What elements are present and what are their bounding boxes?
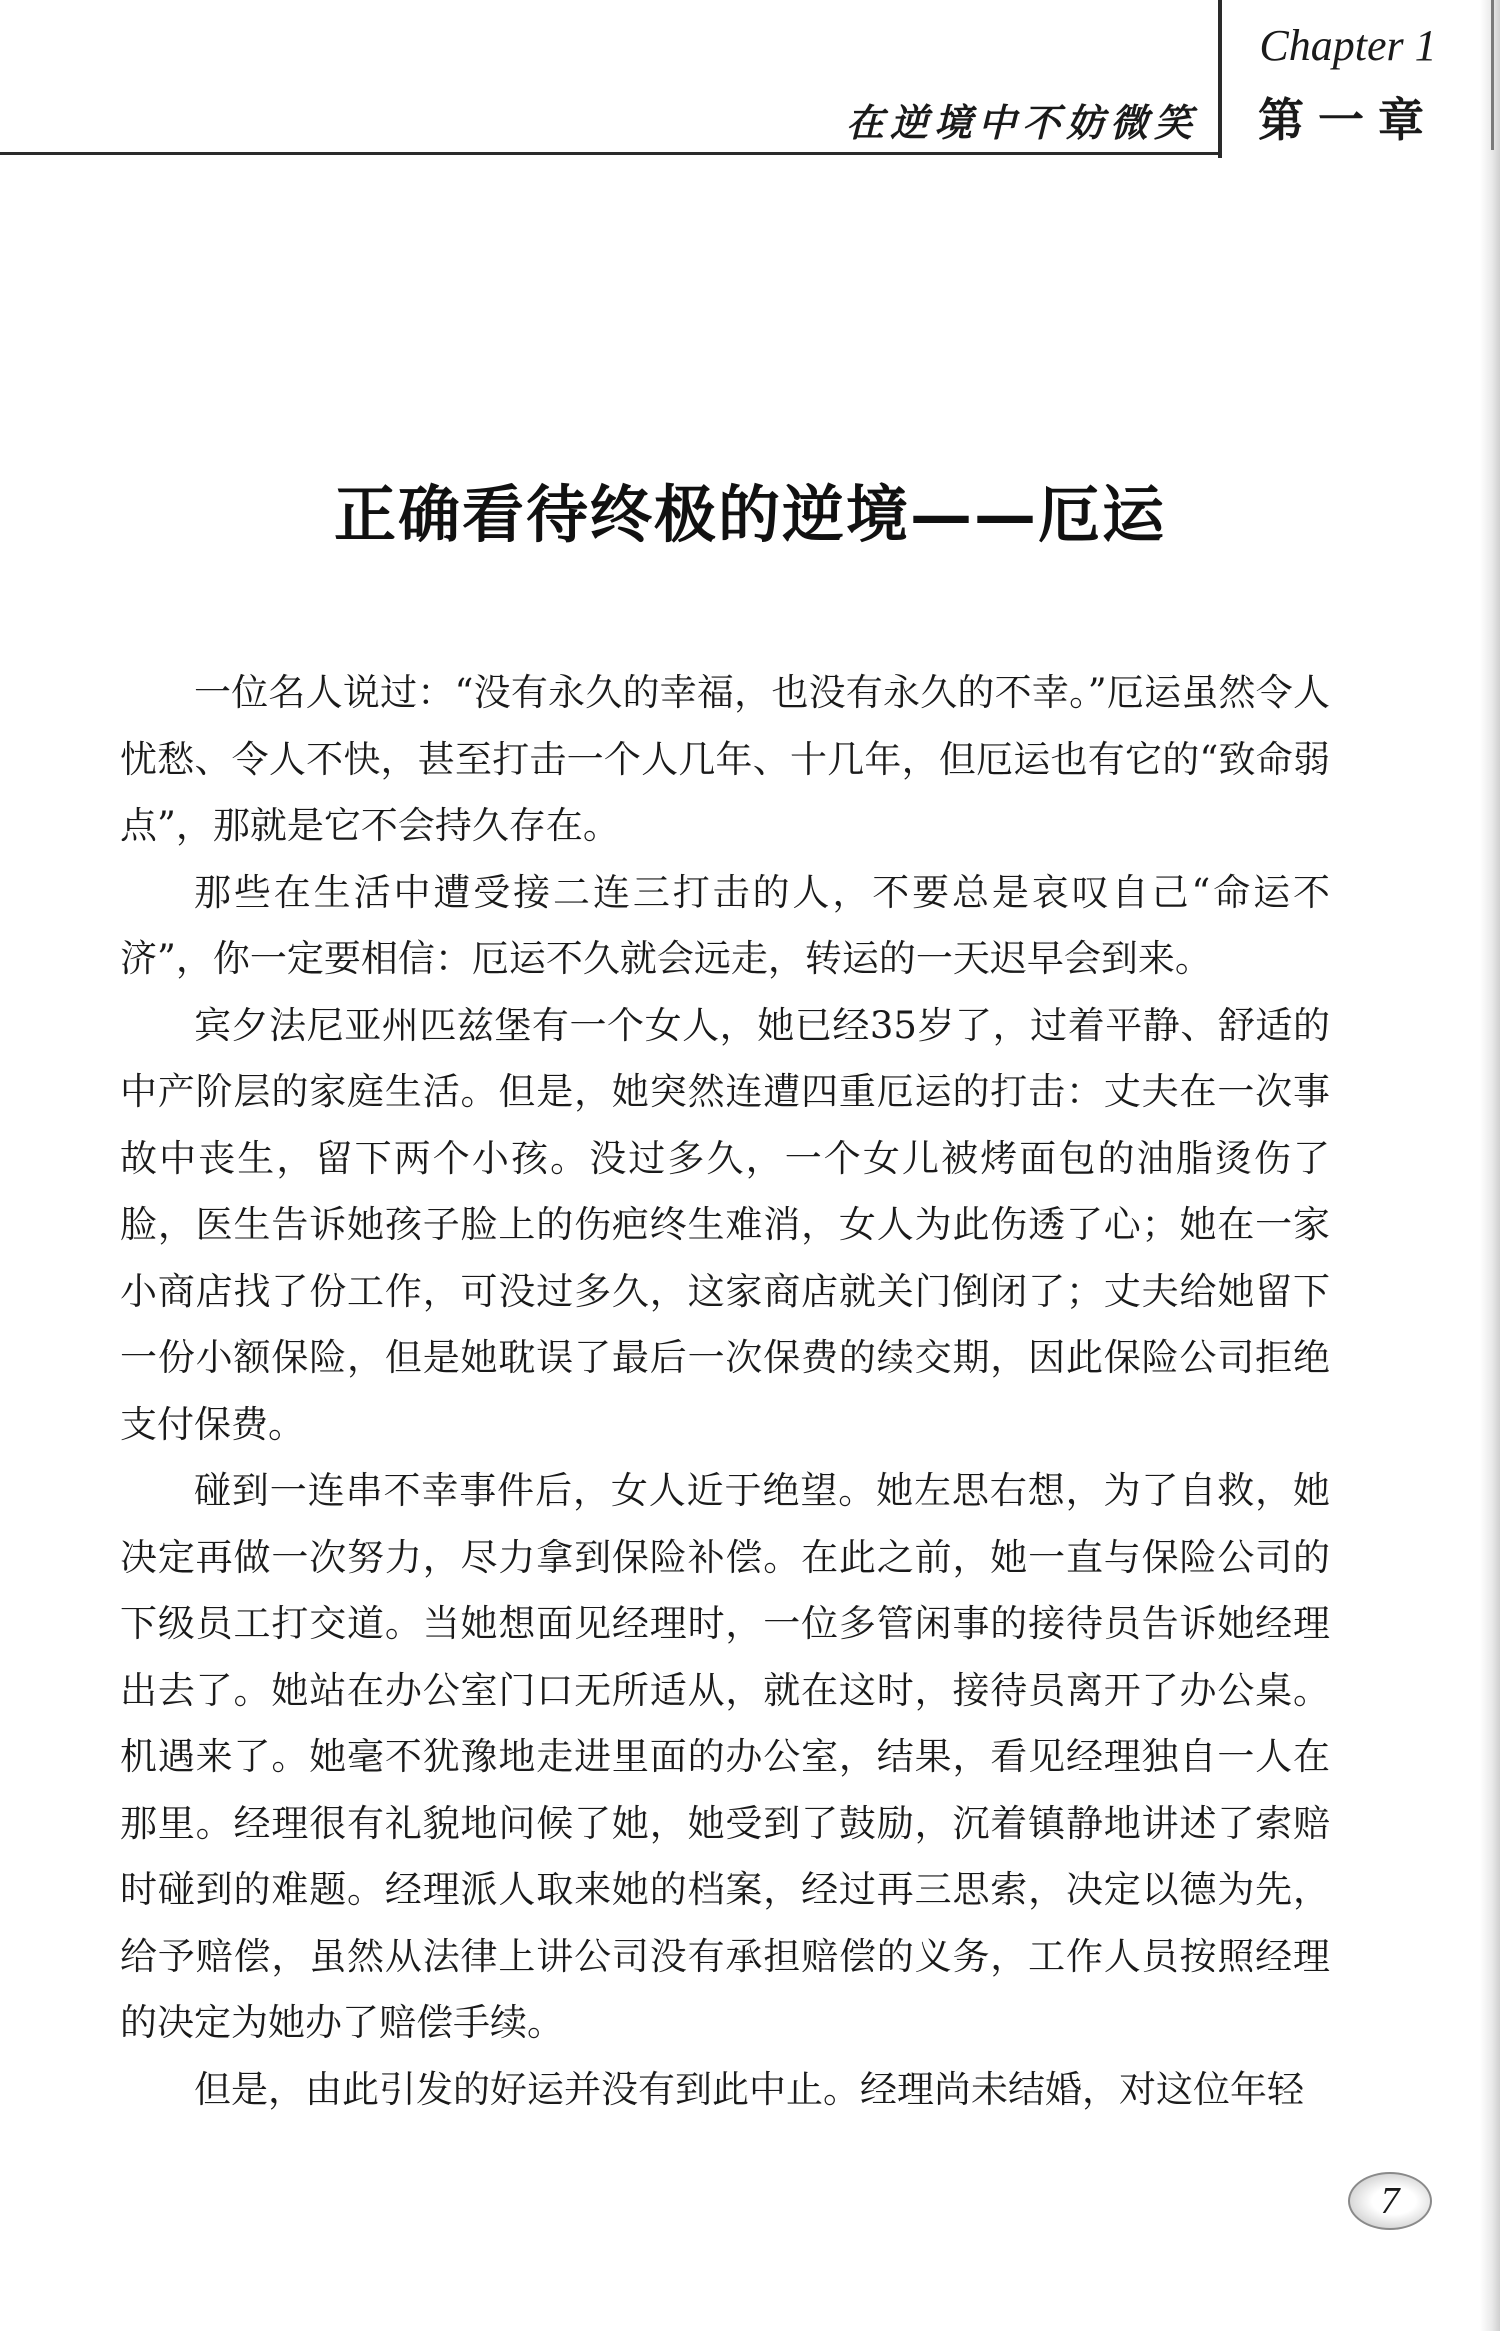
page-edge-shade <box>1480 0 1500 2331</box>
header-rule <box>0 152 1218 155</box>
article-title: 正确看待终极的逆境——厄运 <box>333 478 1166 551</box>
header-divider <box>1218 0 1222 158</box>
page-number: 7 <box>1348 2172 1432 2230</box>
paragraph: 但是，由此引发的好运并没有到此中止。经理尚未结婚，对这位年轻 <box>194 2067 1304 2111</box>
article-body <box>120 660 1330 2123</box>
chapter-label-chinese: 第一章 <box>1258 93 1438 147</box>
paragraph: 一位名人说过：“没有永久的幸福，也没有永久的不幸。”厄运虽然令人忧愁、令人不快，甚至打击一个人几年、十几年，但厄运也有它的“致命弱点”，那就是它不会持久存在。 <box>120 671 1330 847</box>
paragraph: 碰到一连串不幸事件后，女人近于绝望。她左思右想，为了自救，她决定再做一次努力，尽力拿到保险补偿。在此之前，她一直与保险公司的下级员工打交道。当她想面见经理时，一位多管闲事的接待员告诉她经理出去了。她站在办公室门口无所适从，就在这时，接待员离开了办公桌。机遇来了。她毫不犹豫地走进里面的办公室，结果，看见经理独自一人在那里。经理很有礼貌地问候了她，她受到了鼓励，沉着镇静地讲述了索赔时碰到的难题。经理派人取来她的档案，经过再三思索，决定以德为先，给予赔偿，虽然从法律上讲公司没有承担赔偿的义务，工作人员按照经理的决定为她办了赔偿手续。 <box>120 1469 1330 2044</box>
running-header <box>0 0 1500 160</box>
section-title: 在逆境中不妨微笑 <box>845 100 1198 145</box>
chapter-label-english: Chapter 1 <box>1259 21 1437 70</box>
paragraph: 那些在生活中遭受接二连三打击的人，不要总是哀叹自己“命运不济”，你一定要相信：厄运不久就会远走，转运的一天迟早会到来。 <box>120 870 1330 980</box>
paragraph: 宾夕法尼亚州匹兹堡有一个女人，她已经35岁了，过着平静、舒适的中产阶层的家庭生活。但是，她突然连遭四重厄运的打击：丈夫在一次事故中丧生，留下两个小孩。没过多久，一个女儿被烤面包的油脂烫伤了脸，医生告诉她孩子脸上的伤疤终生难消，女人为此伤透了心；她在一家小商店找了份工作，可没过多久，这家商店就关门倒闭了；丈夫给她留下一份小额保险，但是她耽误了最后一次保费的续交期，因此保险公司拒绝支付保费。 <box>120 1003 1330 1446</box>
